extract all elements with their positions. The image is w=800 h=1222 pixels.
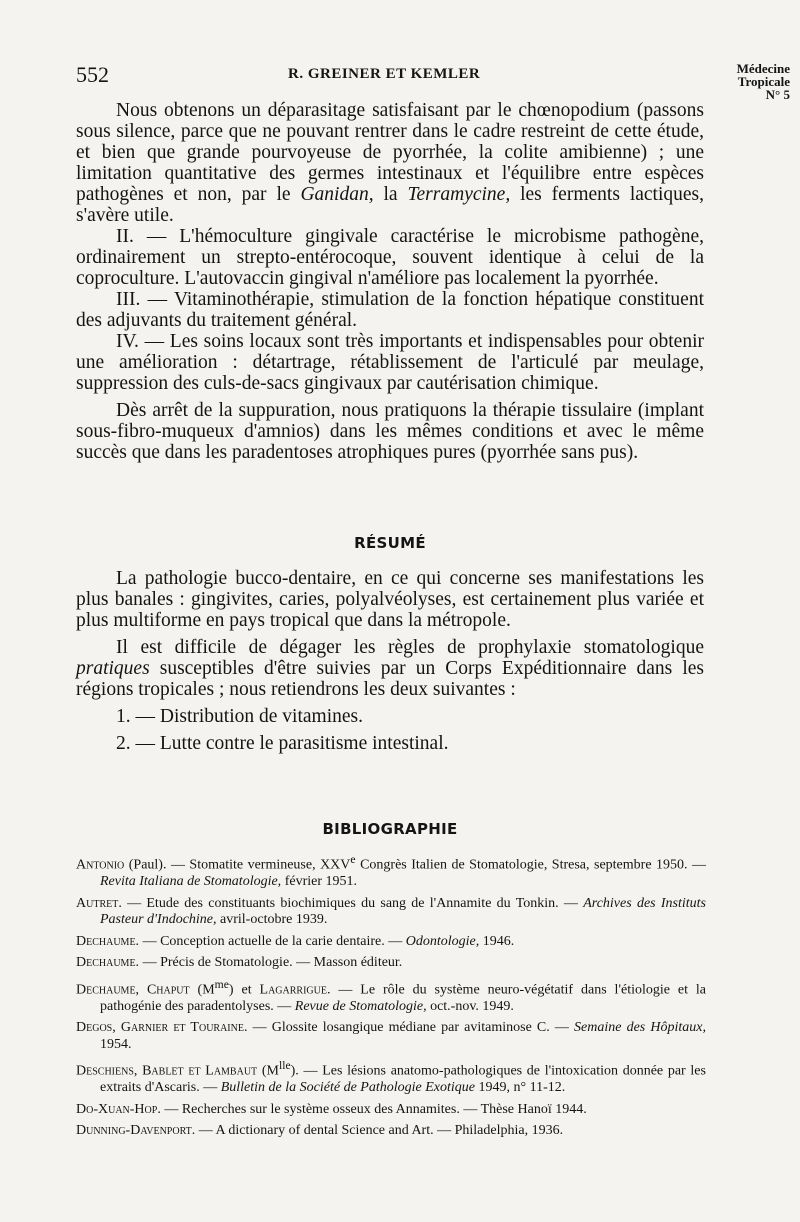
paragraph-vitamin-therapy: III. — Vitaminothérapie, stimulation de la fonction hépatique constituent des adjuvants du traitement général.: [76, 289, 704, 331]
page-number: 552: [76, 62, 109, 87]
bibliography-entry: Deschiens, Bablet et Lambaut $(M^{lle})$. — Les lésions anatomo-pathologiques de l'intoxication donnée par les extraits d'Ascaris. — Bulletin de la Société de Pathologie Exotique 1949, n° 11-12.: [76, 1059, 706, 1096]
paragraph-tissue-therapy: Dès arrêt de la suppuration, nous pratiquons la thérapie tissulaire (implant sous-fibro-muqueux d'amnios) dans les mêmes conditions et avec le même succès que dans les paradentoses atrophiques pures (pyorrhée sans pus).: [76, 400, 704, 463]
paragraph-hemoculture: II. — L'hémoculture gingivale caractérise le microbisme pathogène, ordinairement un strepto-entérocoque, souvent identique à celui de la coproculture. L'autovaccin gingival n'améliore pas localement la pyorrhée.: [76, 226, 704, 289]
resume-list-item: 1. — Distribution de vitamines.: [116, 706, 363, 727]
page-header: [76, 62, 800, 102]
body-text: [76, 100, 704, 463]
bibliography-entry: Do-Xuan-Hop. — Recherches sur le système osseux des Annamites. — Thèse Hanoï 1944.: [76, 1101, 587, 1117]
bibliography-entry: Dechaume. — Précis de Stomatologie. — Masson éditeur.: [76, 955, 403, 971]
bibliography-entry: Dunning-Davenport. — A dictionary of dental Science and Art. — Philadelphia, 1936.: [76, 1123, 564, 1139]
paragraph-treatment: Nous obtenons un déparasitage satisfaisant par le chœnopodium (passons sous silence, parce que ne pouvant rentrer dans le cadre restreint de cette étude, et bien que grande pourvoyeuse de pyorrhée, la colite amibienne) ; une limitation quantitative des germes intestinaux et l'équilibre entre espèces pathogènes et non, par le Ganidan, la Terramycine, les ferments lactiques, s'avère utile.: [76, 100, 704, 226]
bibliography-entry: Dechaume. — Conception actuelle de la carie dentaire. — Odontologie, 1946.: [76, 933, 515, 949]
drug-name: Ganidan,: [300, 184, 374, 205]
resume-heading: RÉSUMÉ: [354, 534, 426, 552]
resume-list-item: 2. — Lutte contre le parasitisme intestinal.: [116, 733, 449, 754]
journal-name-line2: Tropicale: [737, 74, 790, 89]
journal-name-line1: Médecine: [736, 61, 790, 76]
bibliography-list: [76, 852, 706, 1145]
resume-section: [76, 568, 704, 754]
running-head: R. GREINER ET KEMLER: [288, 66, 481, 82]
bibliography-entry: Dechaume, Chaput $(M^{me})$ et Lagarrigue. — Le rôle du système neuro-végétatif dans l'étiologie et la pathogénie des paradentolyses. — Revue de Stomatologie, oct.-nov. 1949.: [76, 977, 706, 1014]
bibliography-entry: Antonio (Paul). — Stomatite vermineuse, XXVe Congrès Italien de Stomatologie, Stresa, septembre 1950. — Revita Italiana de Stomatologie, février 1951.: [76, 853, 706, 890]
bibliography-entry: Autret. — Etude des constituants biochimiques du sang de l'Annamite du Tonkin. — Archives des Instituts Pasteur d'Indochine, avril-octobre 1939.: [76, 895, 707, 928]
drug-name: Terramycine,: [407, 184, 511, 205]
bibliography-heading: BIBLIOGRAPHIE: [322, 820, 458, 838]
paragraph-local-care: IV. — Les soins locaux sont très importants et indispensables pour obtenir une amélioration : détartrage, rétablissement de l'articulé par meulage, suppression des culs-de-sacs gingivaux par cautérisation chimique.: [76, 331, 704, 394]
resume-paragraph: Il est difficile de dégager les règles de prophylaxie stomatologique pratiques susceptibles d'être suivies par un Corps Expéditionnaire dans les régions tropicales ; nous retiendrons les deux suivantes :: [76, 637, 704, 700]
bibliography-entry: Degos, Garnier et Touraine. — Glossite losangique médiane par avitaminose C. — Semaine des Hôpitaux, 1954.: [76, 1020, 706, 1052]
journal-reference: [737, 62, 790, 101]
journal-issue: N° 5: [765, 87, 790, 102]
resume-paragraph: La pathologie bucco-dentaire, en ce qui concerne ses manifestations les plus banales : gingivites, caries, polyalvéolyses, est certainement plus variée et plus multiforme en pays tropical que dans la métropole.: [76, 568, 704, 631]
